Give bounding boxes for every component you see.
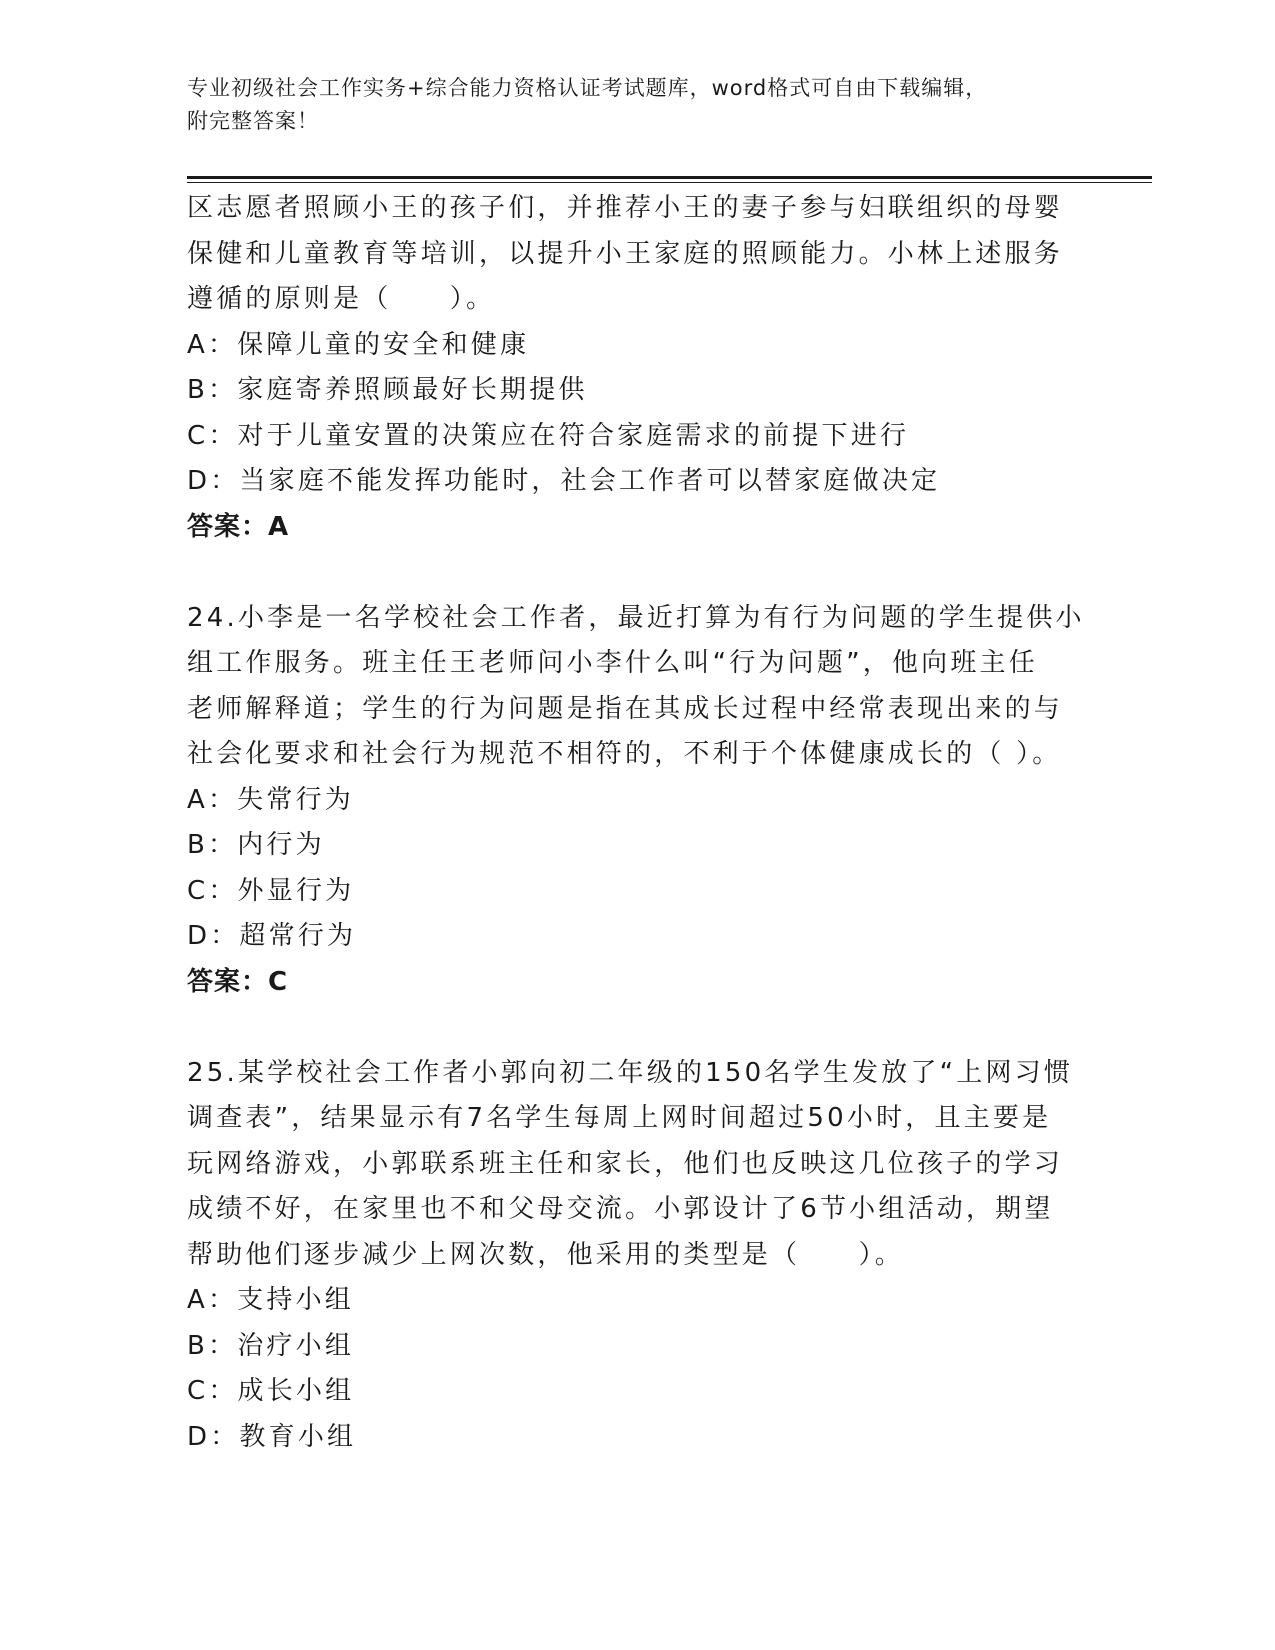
question-content <box>187 186 1087 1460</box>
header-line-1: 专业初级社会工作实务+综合能力资格认证考试题库，word格式可自由下载编辑， <box>187 76 988 100</box>
question-stem-line: 保健和儿童教育等培训，以提升小王家庭的照顾能力。小林上述服务 <box>187 238 1064 269</box>
header-divider-thin <box>187 182 1152 183</box>
option-c: C：外显行为 <box>187 875 355 906</box>
question-24 <box>187 596 1087 1006</box>
question-stem-line: 成绩不好，在家里也不和父母交流。小郭设计了6节小组活动，期望 <box>187 1194 1054 1224</box>
question-stem-line: 老师解释道；学生的行为问题是指在其成长过程中经常表现出来的与 <box>187 693 1064 724</box>
question-stem-line: 帮助他们逐步减少上网次数，他采用的类型是（ ）。 <box>187 1239 905 1270</box>
question-stem-line: 区志愿者照顾小王的孩子们，并推荐小王的妻子参与妇联组织的母婴 <box>187 193 1064 223</box>
question-25 <box>187 1051 1087 1461</box>
option-b: B：家庭寄养照顾最好长期提供 <box>187 375 588 405</box>
spacer <box>187 550 1087 596</box>
answer-label: 答案：A <box>187 511 290 542</box>
option-a: A：保障儿童的安全和健康 <box>187 329 530 360</box>
option-c: C：对于儿童安置的决策应在符合家庭需求的前提下进行 <box>187 420 910 451</box>
question-stem-line: 社会化要求和社会行为规范不相符的，不利于个体健康成长的（ ）。 <box>187 739 1062 769</box>
option-a: A：支持小组 <box>187 1285 354 1315</box>
document-header <box>187 72 1087 138</box>
header-line-2: 附完整答案！ <box>187 109 319 133</box>
question-stem-line: 遵循的原则是（ ）。 <box>187 284 496 314</box>
spacer <box>187 1005 1087 1051</box>
option-b: B：内行为 <box>187 830 325 860</box>
question-stem-line: 25.某学校社会工作者小郭向初二年级的150名学生发放了“上网习惯 <box>187 1057 1074 1088</box>
option-c: C：成长小组 <box>187 1376 355 1406</box>
option-d: D：超常行为 <box>187 921 357 951</box>
question-stem-line: 组工作服务。班主任王老师问小李什么叫“行为问题”，他向班主任 <box>187 648 1038 678</box>
question-stem-line: 调查表”，结果显示有7名学生每周上网时间超过50小时，且主要是 <box>187 1103 1052 1133</box>
option-d: D：教育小组 <box>187 1421 357 1452</box>
question-23 <box>187 186 1087 550</box>
header-divider-thick <box>187 176 1152 179</box>
option-a: A：失常行为 <box>187 784 354 815</box>
option-d: D：当家庭不能发挥功能时，社会工作者可以替家庭做决定 <box>187 466 941 496</box>
option-b: B：治疗小组 <box>187 1330 355 1361</box>
question-stem-line: 玩网络游戏，小郭联系班主任和家长，他们也反映这几位孩子的学习 <box>187 1148 1064 1179</box>
answer-label: 答案：C <box>187 966 289 997</box>
question-stem-line: 24.小李是一名学校社会工作者，最近打算为有行为问题的学生提供小 <box>187 602 1085 633</box>
